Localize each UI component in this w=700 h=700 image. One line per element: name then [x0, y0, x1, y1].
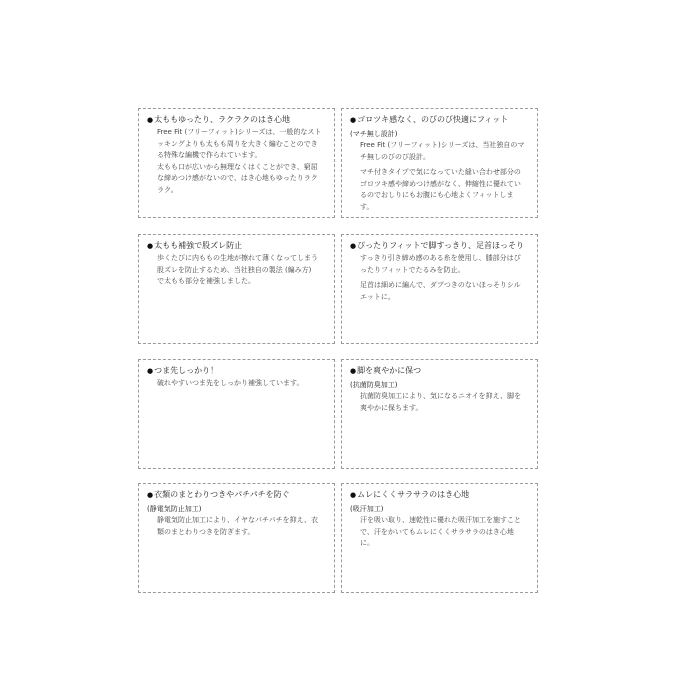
description-line: る特殊な編機で作られています。 [157, 151, 262, 159]
feature-description [360, 167, 529, 213]
feature-title-text: 衣類のまとわりつきやパチパチを防ぐ [154, 490, 290, 499]
feature-card-sweat-absorbing [341, 483, 538, 593]
description-line: 抗菌防臭加工により、気になるニオイを抑え、脚を [360, 392, 522, 400]
description-line: るのでおしりにもお腹にも心地よくフィットしま [360, 191, 514, 199]
description-line: エットに。 [360, 292, 395, 301]
feature-card-thigh-comfort [138, 108, 335, 218]
description-line: な締めつけ感がないので、はき心地もゆったりラク [157, 174, 318, 182]
feature-subtitle: (吸汗加工) [350, 505, 384, 513]
description-line: ラク。 [157, 185, 178, 194]
description-line: で、汗をかいてもムレにくくサラサラのはき心地 [360, 527, 514, 536]
feature-description [360, 515, 529, 550]
feature-description [157, 127, 326, 196]
description-line: Free Fit (フリーフィット)シリーズは、当社独自のマ [360, 141, 525, 149]
feature-title [147, 240, 326, 252]
feature-title-text: 脚を爽やかに保つ [357, 366, 422, 375]
feature-title [350, 365, 529, 377]
feature-title [147, 365, 326, 377]
feature-title [147, 114, 326, 126]
description-line: 歩くたびに内ももの生地が擦れて薄くなってしまう [157, 254, 318, 262]
feature-card-antibacterial [341, 359, 538, 469]
feature-description [360, 140, 529, 163]
description-line: 太もも口が広いから無理なくはくことができ、窮屈 [157, 162, 318, 171]
description-line: チ無しのびのび設計。 [360, 152, 430, 161]
description-line: 股ズレを防止するため、当社独自の製法 (編み方) [157, 265, 312, 274]
feature-grid [138, 108, 538, 598]
bullet-icon: ● [147, 491, 154, 499]
feature-title [147, 489, 326, 501]
bullet-icon: ● [350, 491, 357, 499]
bullet-icon: ● [350, 242, 357, 250]
feature-card-thigh-reinforcement [138, 234, 335, 344]
feature-subtitle: (静電気防止加工) [147, 505, 202, 513]
feature-title [350, 489, 529, 501]
bullet-icon: ● [147, 367, 154, 375]
description-line: 足首は細めに編んで、ダブつきのないほっそりシル [360, 281, 521, 289]
feature-title-text: ぴったりフィットで脚すっきり、足首ほっそり [357, 241, 524, 250]
description-line: 破れやすいつま先をしっかり補強しています。 [157, 379, 304, 387]
feature-card-no-gusset-fit [341, 108, 538, 218]
feature-description [157, 378, 326, 390]
feature-description [157, 515, 326, 538]
description-line: 爽やかに保ちます。 [360, 403, 423, 412]
description-line: ゴロツキ感や締めつけ感がなく、伸縮性に優れてい [360, 179, 521, 188]
feature-title-text: つま先しっかり！ [154, 366, 219, 375]
feature-title [350, 114, 529, 126]
feature-description [360, 391, 529, 414]
description-line: マチ付きタイプで気になっていた縫い合わせ部分の [360, 168, 521, 176]
feature-title-text: ゴロツキ感なく、のびのび快適にフィット [357, 115, 509, 124]
feature-card-toe-reinforcement [138, 359, 335, 469]
description-line: で太もも部分を補強しました。 [157, 277, 255, 285]
feature-card-antistatic [138, 483, 335, 593]
description-line: 類のまとわりつきを防ぎます。 [157, 527, 255, 536]
feature-title-text: ムレにくくサラサラのはき心地 [357, 490, 470, 499]
feature-title-text: 太ももゆったり、ラクラクのはき心地 [154, 115, 291, 124]
bullet-icon: ● [147, 116, 154, 124]
description-line: ッキングよりも太もも周りを大きく編むことのでき [157, 139, 318, 148]
description-line: Free Fit (フリーフィット)シリーズは、一般的なスト [157, 128, 322, 136]
description-line: 静電気防止加工により、イヤなパチパチを抑え、衣 [157, 516, 318, 524]
bullet-icon: ● [350, 367, 357, 375]
description-line: 汗を吸い取り、速乾性に優れた吸汗加工を施すこと [360, 516, 521, 524]
feature-card-slim-legs [341, 234, 538, 344]
feature-description [157, 253, 326, 288]
description-line: に。 [360, 539, 374, 547]
feature-title [350, 240, 529, 252]
feature-subtitle: (マチ無し設計) [350, 130, 398, 138]
description-line: すっきり引き締め感のある糸を使用し、膝部分はぴ [360, 254, 521, 262]
feature-description [360, 253, 529, 276]
feature-subtitle: (抗菌防臭加工) [350, 381, 398, 389]
feature-description [360, 280, 529, 303]
description-line: す。 [360, 202, 374, 211]
bullet-icon: ● [350, 116, 357, 124]
description-line: ったりフィットでたるみを防止。 [360, 265, 465, 274]
bullet-icon: ● [147, 242, 154, 250]
feature-title-text: 太もも補強で股ズレ防止 [154, 241, 243, 250]
